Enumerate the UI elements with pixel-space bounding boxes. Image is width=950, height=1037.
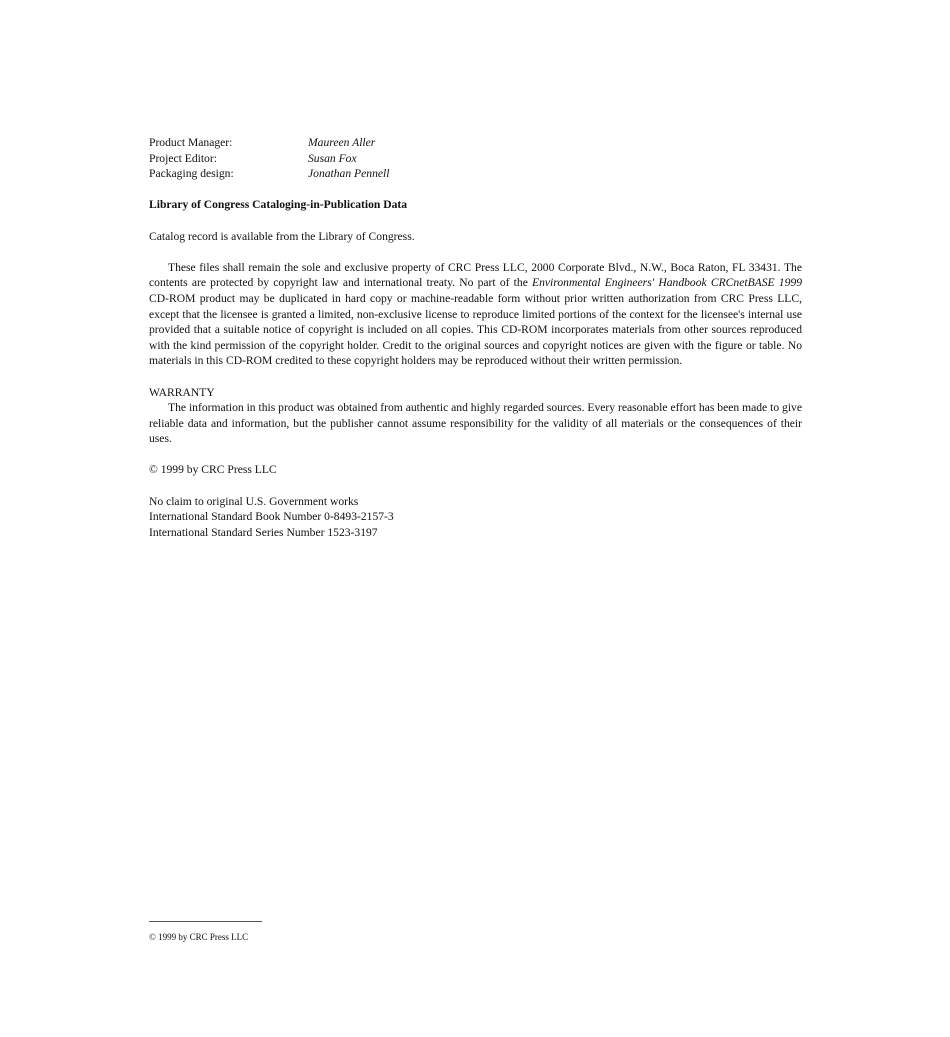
- credit-role: Project Editor:: [149, 151, 217, 165]
- property-text-part1: These files shall remain the sole and exclusive property of CRC Press LLC, 2000 Corporate Blvd., N.W., Boca Raton, FL 33431. The contents are protected by copyright law and international treaty. No part of the: [149, 260, 802, 290]
- credit-role: Product Manager:: [149, 136, 233, 149]
- warranty-text: The information in this product was obtained from authentic and highly regarded sources. Every reasonable effort has been made to give reliable data and information, but the publisher cannot assume responsibility for the validity of all materials or the consequences of their uses.: [149, 401, 802, 446]
- property-paragraph: [149, 260, 802, 369]
- credit-role: Packaging design:: [149, 167, 234, 181]
- claim-line: No claim to original U.S. Government works: [149, 494, 359, 508]
- credit-name: Maureen Aller: [308, 136, 376, 149]
- copyright-line: © 1999 by CRC Press LLC: [149, 463, 277, 477]
- warranty-heading: WARRANTY: [149, 385, 215, 399]
- cip-heading: Library of Congress Cataloging-in-Publication Data: [149, 198, 408, 212]
- issn-line: International Standard Series Number 1523-3197: [149, 525, 378, 539]
- footer-copyright: © 1999 by CRC Press LLC: [149, 932, 249, 942]
- copyright-page: [149, 135, 802, 540]
- credit-name: Jonathan Pennell: [308, 167, 390, 181]
- catalog-note: Catalog record is available from the Library of Congress.: [149, 229, 415, 243]
- credits-list: [149, 135, 802, 182]
- footer-divider: [149, 921, 262, 922]
- product-title: Environmental Engineers' Handbook CRCnetBASE 1999: [532, 276, 802, 290]
- isbn-line: International Standard Book Number 0-8493-2157-3: [149, 510, 394, 524]
- credit-name: Susan Fox: [308, 151, 357, 165]
- property-text-part2: CD-ROM product may be duplicated in hard copy or machine-readable form without prior written authorization from CRC Press LLC, except that the licensee is granted a limited, non-exclusive license to reproduce limited portions of the context for the licensee's internal use provided that a suitable notice of copyright is included on all copies. This CD-ROM incorporates materials from other sources reproduced with the kind permission of the copyright holder. Credit to the original sources and copyright notices are given with the figure or table. No materials in this CD-ROM credited to these copyright holders may be reproduced without their written permission.: [149, 291, 802, 368]
